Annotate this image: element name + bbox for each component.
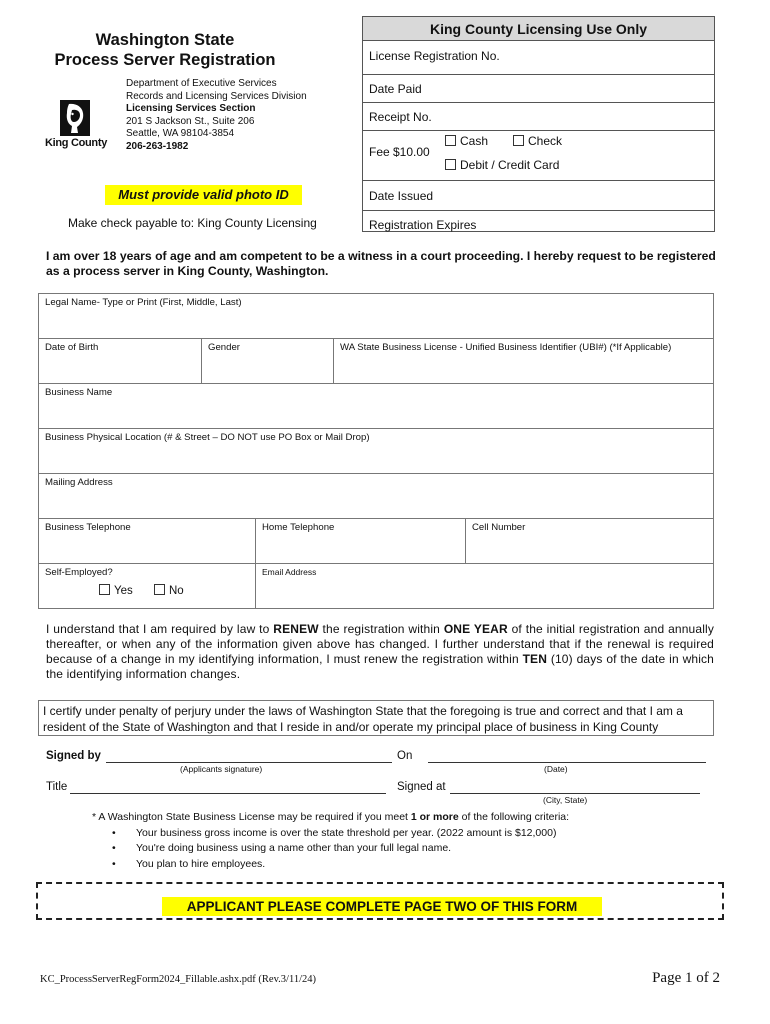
self-employed-row (39, 564, 713, 609)
legal-name-field[interactable] (39, 294, 713, 338)
logo-text: King County (44, 137, 108, 149)
legal-name-row (39, 294, 713, 339)
mailing-address-field[interactable] (39, 474, 713, 518)
registration-expires-label: Registration Expires (369, 218, 477, 232)
gender-label: Gender (208, 342, 240, 353)
no-checkbox[interactable] (154, 584, 165, 595)
signed-at-label: Signed at (397, 781, 446, 793)
dept-line: Seattle, WA 98104-3854 (126, 128, 235, 140)
debit-option[interactable] (445, 158, 559, 172)
business-name-row (39, 384, 713, 429)
business-name-field[interactable] (39, 384, 713, 428)
use-only-title: King County Licensing Use Only (363, 17, 714, 41)
registration-expires-field[interactable] (363, 211, 714, 240)
gender-field[interactable] (201, 339, 333, 383)
on-label: On (397, 750, 413, 762)
footnote-emphasis: 1 or more (410, 811, 459, 823)
applicants-signature-caption: (Applicants signature) (180, 764, 263, 774)
date-issued-field[interactable] (363, 181, 714, 211)
title-line[interactable] (70, 793, 386, 794)
cash-checkbox[interactable] (445, 135, 456, 146)
renewal-text: the registration within (318, 622, 444, 636)
mailing-address-label: Mailing Address (45, 477, 113, 488)
applicant-info-form (38, 293, 714, 609)
title-line-2: Process Server Registration (54, 51, 276, 69)
dept-line: Licensing Services Section (126, 103, 256, 115)
business-phone-field[interactable] (39, 519, 255, 563)
date-caption: (Date) (544, 764, 568, 774)
king-portrait-icon (60, 100, 90, 136)
title-line-1: Washington State (95, 31, 235, 49)
cell-number-label: Cell Number (472, 522, 526, 533)
self-employed-label: Self-Employed? (45, 567, 113, 578)
footnote-text: of the following criteria: (458, 811, 570, 823)
fee-row (363, 131, 714, 181)
check-label: Check (528, 134, 563, 148)
business-name-label: Business Name (45, 387, 113, 398)
yes-label: Yes (114, 585, 133, 597)
dob-field[interactable] (39, 339, 201, 383)
legal-name-label: Legal Name- Type or Print (First, Middle, Last) (45, 297, 242, 308)
cash-option[interactable] (445, 134, 488, 148)
licensing-use-only-box (362, 16, 715, 232)
king-county-logo (40, 100, 112, 152)
ubi-field[interactable] (333, 339, 715, 383)
page-number: Page 1 of 2 (652, 970, 720, 986)
license-registration-no-field[interactable] (363, 41, 714, 75)
footnote-text: * A Washington State Business License may be required if you meet (92, 811, 411, 823)
debit-label: Debit / Credit Card (460, 158, 560, 172)
phone-row (39, 519, 713, 564)
receipt-no-field[interactable] (363, 103, 714, 131)
mailing-address-row (39, 474, 713, 519)
dept-phone: 206-263-1982 (126, 140, 189, 152)
dept-line: Records and Licensing Services Division (126, 90, 307, 102)
business-location-row (39, 429, 713, 474)
cash-label: Cash (460, 134, 489, 148)
renew-emphasis: RENEW (273, 622, 319, 636)
home-phone-field[interactable] (255, 519, 465, 563)
yes-checkbox[interactable] (99, 584, 110, 595)
ubi-label: WA State Business License - Unified Business Identifier (UBI#) (*If Applicable) (340, 342, 672, 353)
renewal-text: of the initial registration and annually thereafter, or when any of the information given above has changed. I further understand that if the renewal is required because of a change in my identifying information, I must renew the registration within (46, 622, 714, 666)
business-phone-label: Business Telephone (45, 522, 131, 533)
footer-filename: KC_ProcessServerRegForm2024_Fillable.ashx.pdf (Rev.3/11/24) (40, 974, 316, 985)
date-paid-field[interactable] (363, 75, 714, 103)
competency-statement: I am over 18 years of age and am competent to be a witness in a court proceeding. I hereby request to be registered as a process server in King County, Washington. (46, 249, 716, 278)
signed-by-label: Signed by (46, 750, 101, 762)
date-paid-label: Date Paid (369, 82, 422, 96)
business-location-label: Business Physical Location (# & Street – DO NOT use PO Box or Mail Drop) (45, 432, 370, 443)
dob-label: Date of Birth (45, 342, 99, 353)
dept-line: 201 S Jackson St., Suite 206 (126, 115, 255, 127)
photo-id-notice: Must provide valid photo ID (105, 185, 302, 205)
no-option[interactable] (154, 585, 184, 597)
debit-checkbox[interactable] (445, 159, 456, 170)
cell-number-field[interactable] (465, 519, 715, 563)
check-option[interactable] (513, 134, 562, 148)
renewal-statement (46, 622, 714, 682)
business-location-field[interactable] (39, 429, 713, 473)
renewal-text: I understand that I am required by law to (46, 622, 274, 636)
signature-line[interactable] (106, 762, 392, 763)
license-no-label: License Registration No. (369, 49, 500, 63)
email-field[interactable] (255, 564, 715, 609)
date-issued-label: Date Issued (369, 189, 434, 203)
yes-option[interactable] (99, 585, 133, 597)
certification-statement: I certify under penalty of perjury under the laws of Washington State that the foregoing is true and correct and that I am a resident of the State of Washington and that I reside in and/or operate my principal place of business in King County (38, 700, 714, 736)
check-payable-text: Make check payable to: King County Licensing (68, 216, 317, 230)
email-label: Email Address (262, 567, 317, 577)
department-address (126, 78, 307, 154)
signed-at-line[interactable] (450, 793, 700, 794)
dept-line: Department of Executive Services (126, 78, 277, 89)
fee-label: Fee $10.00 (369, 145, 430, 159)
check-checkbox[interactable] (513, 135, 524, 146)
criteria-item: • You plan to hire employees. (112, 857, 712, 873)
home-phone-label: Home Telephone (262, 522, 335, 533)
one-year-emphasis: ONE YEAR (443, 622, 508, 636)
self-employed-field (39, 564, 255, 609)
title-label: Title (46, 781, 68, 793)
dob-gender-row (39, 339, 713, 384)
receipt-no-label: Receipt No. (369, 110, 432, 124)
business-license-footnote (92, 810, 712, 872)
criteria-item: • Your business gross income is over the state threshold per year. (2022 amount is $12,000) (112, 826, 712, 842)
date-line[interactable] (428, 762, 706, 763)
ten-emphasis: TEN (522, 652, 548, 666)
no-label: No (168, 585, 184, 597)
criteria-item: • You're doing business using a name other than your full legal name. (112, 841, 712, 857)
renewal-text: (10) days of the date in which the identifying information changes. (46, 652, 715, 681)
city-state-caption: (City, State) (543, 795, 588, 805)
form-title (40, 30, 290, 70)
page-two-notice: APPLICANT PLEASE COMPLETE PAGE TWO OF THIS FORM (162, 897, 602, 916)
